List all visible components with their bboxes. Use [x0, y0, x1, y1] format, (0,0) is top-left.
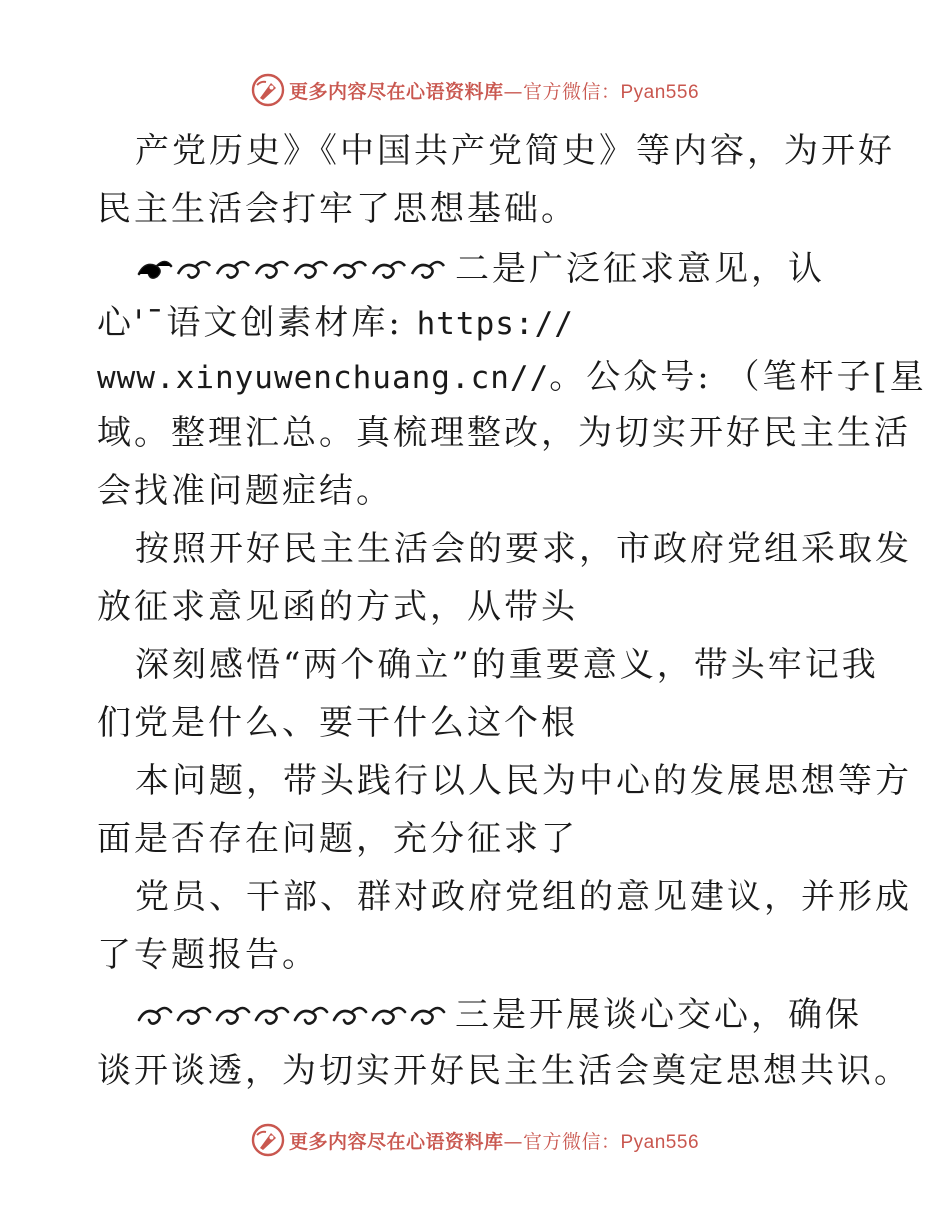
text-line-5-cn: 。公众号: （笔杆子[星 [549, 357, 927, 397]
text-line-5 [97, 350, 927, 404]
text-line-2: 民主生活会打牢了思想基础。 [97, 189, 578, 229]
swirl-ornament-icon [135, 252, 453, 286]
banner-wechat-id: Pyan556 [620, 1131, 700, 1153]
text-line-1: 产党历史》《中国共产党简史》等内容，为开好 [135, 131, 895, 171]
banner-inner [251, 73, 699, 107]
url-domain: www.xinyuwenchuang.cn// [97, 360, 550, 396]
banner-main-text: 更多内容尽在心语资料库 [288, 80, 504, 103]
text-line-11: 们党是什么、要干什么这个根 [97, 703, 578, 743]
banner-separator: — [503, 80, 523, 103]
text-line-15: 了专题报告。 [97, 935, 319, 975]
text-line-6: 域。整理汇总。真梳理整改，为切实开好民主生活 [97, 413, 911, 453]
document-body [97, 122, 927, 1100]
banner-separator: — [503, 1130, 523, 1153]
banner-wechat-label: 官方微信： [522, 1130, 621, 1153]
banner-inner-bottom [251, 1123, 699, 1157]
pen-nib-logo-icon [251, 73, 285, 107]
text-line-9: 放征求意见函的方式，从带头 [97, 587, 578, 627]
text-line-7: 会找准问题症结。 [97, 471, 393, 511]
banner-wechat-id: Pyan556 [620, 81, 700, 103]
url-prefix: https:// [416, 306, 574, 342]
banner-text [289, 77, 699, 104]
text-line-16 [97, 984, 862, 1042]
banner-main-text: 更多内容尽在心语资料库 [288, 1130, 504, 1153]
swirl-ornament-icon [135, 998, 453, 1032]
text-line-14: 党员、干部、群对政府党组的意见建议，并形成 [135, 877, 912, 917]
text-line-10: 深刻感悟“两个确立”的重要意义，带头牢记我 [135, 645, 879, 685]
text-line-17: 谈开谈透，为切实开好民主生活会奠定思想共识。 [97, 1051, 911, 1091]
text-line-13: 面是否存在问题，充分征求了 [97, 819, 578, 859]
text-line-12: 本问题，带头践行以人民为中心的发展思想等方 [135, 761, 912, 801]
text-line-16-label: 三是开展谈心交心，确保 [455, 995, 862, 1035]
text-line-4 [97, 296, 857, 350]
footer-banner [0, 1120, 950, 1160]
header-banner [0, 70, 950, 110]
text-line-3 [97, 238, 857, 296]
banner-text-bottom [289, 1127, 699, 1154]
banner-wechat-label: 官方微信： [522, 80, 621, 103]
pen-nib-logo-icon [251, 1123, 285, 1157]
text-line-8: 按照开好民主生活会的要求，市政府党组采取发 [135, 529, 912, 569]
text-line-3-label: 二是广泛征求意见，认 [455, 249, 825, 289]
text-line-4-cn: 心'¯语文创素材库: [97, 303, 417, 343]
